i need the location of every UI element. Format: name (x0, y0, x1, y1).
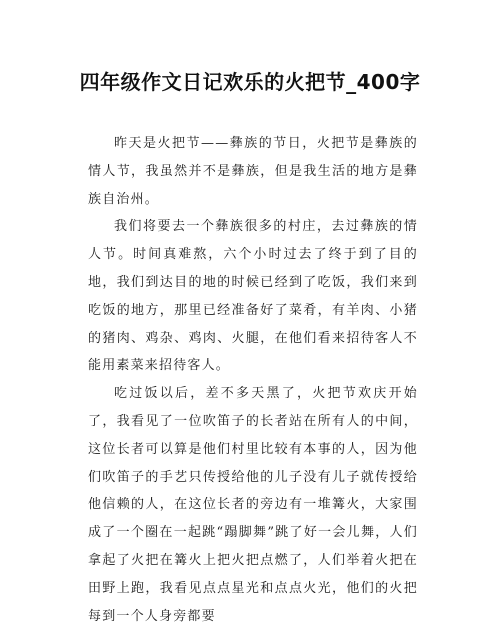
document-body (88, 130, 418, 630)
paragraph-1: 昨天是火把节——彝族的节日，火把节是彝族的情人节，我虽然并不是彝族，但是我生活的地方是彝族自治州。 (88, 136, 418, 207)
paragraph-3: 吃过饭以后，差不多天黑了，火把节欢庆开始了，我看见了一位吹笛子的长者站在所有人的中间，这位长者可以算是他们村里比较有本事的人，因为他们吹笛子的手艺只传授给他的儿子没有儿子就传授给他信赖的人，在这位长者的旁边有一堆篝火，大家围成了一个圈在一起跳“蹋脚舞”跳了好一会儿舞，人们拿起了火把在篝火上把火把点燃了，人们举着火把在田野上跑，我看见点点星光和点点火光，他们的火把每到一个人身旁都要 (88, 386, 418, 624)
document-title: 四年级作文日记欢乐的火把节_400字 (79, 70, 421, 94)
paragraph-2: 我们将要去一个彝族很多的村庄，去过彝族的情人节。时间真难熬，六个小时过去了终于到了目的地，我们到达目的地的时候已经到了吃饭，我们来到吃饭的地方，那里已经准备好了菜肴，有羊肉、小猪的猪肉、鸡杂、鸡肉、火腿，在他们看来招待客人不能用素菜来招待客人。 (88, 219, 418, 374)
